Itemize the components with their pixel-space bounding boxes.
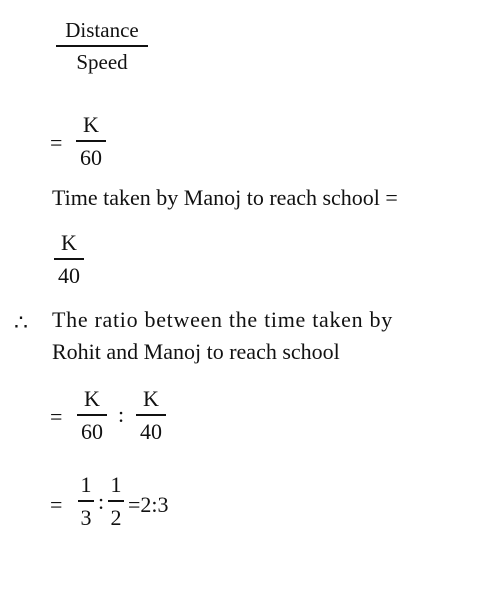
ratio-left-fraction	[77, 388, 107, 443]
ratio-colon: :	[98, 489, 105, 514]
speed-label: Speed	[76, 49, 128, 74]
numerator: K	[84, 386, 100, 411]
fraction-bar	[78, 500, 94, 502]
denominator: 60	[81, 418, 103, 444]
rohit-time-fraction	[76, 114, 106, 169]
ratio-colon: :	[118, 402, 125, 427]
denominator: 2	[110, 504, 122, 530]
denominator: 3	[80, 504, 92, 530]
equals-sign: =	[50, 130, 63, 155]
fraction-bar	[54, 258, 84, 260]
equals-sign: =	[50, 492, 63, 517]
ratio-right-fraction	[136, 388, 166, 443]
numerator: 1	[110, 472, 122, 497]
fraction-bar	[56, 45, 148, 47]
equals-sign: =	[50, 404, 63, 429]
fraction-bar	[108, 500, 124, 502]
ratio-statement-line1: The ratio between the time taken by	[52, 307, 393, 332]
manoj-time-fraction	[54, 232, 84, 287]
fraction-bar	[77, 414, 107, 416]
denominator: 60	[80, 144, 102, 170]
denominator: 40	[58, 262, 80, 288]
simplified-right-fraction	[108, 474, 124, 529]
manoj-time-statement: Time taken by Manoj to reach school =	[52, 185, 398, 210]
simplified-left-fraction	[78, 474, 94, 529]
numerator: K	[83, 112, 99, 137]
numerator: K	[61, 230, 77, 255]
denominator: 40	[140, 418, 162, 444]
numerator: 1	[80, 472, 92, 497]
distance-over-speed-fraction	[56, 20, 148, 73]
ratio-statement-line2: Rohit and Manoj to reach school	[52, 339, 340, 364]
distance-label: Distance	[65, 18, 139, 42]
therefore-symbol: ∴	[14, 310, 28, 335]
fraction-bar	[136, 414, 166, 416]
numerator: K	[143, 386, 159, 411]
fraction-bar	[76, 140, 106, 142]
ratio-result: =2:3	[128, 492, 169, 517]
